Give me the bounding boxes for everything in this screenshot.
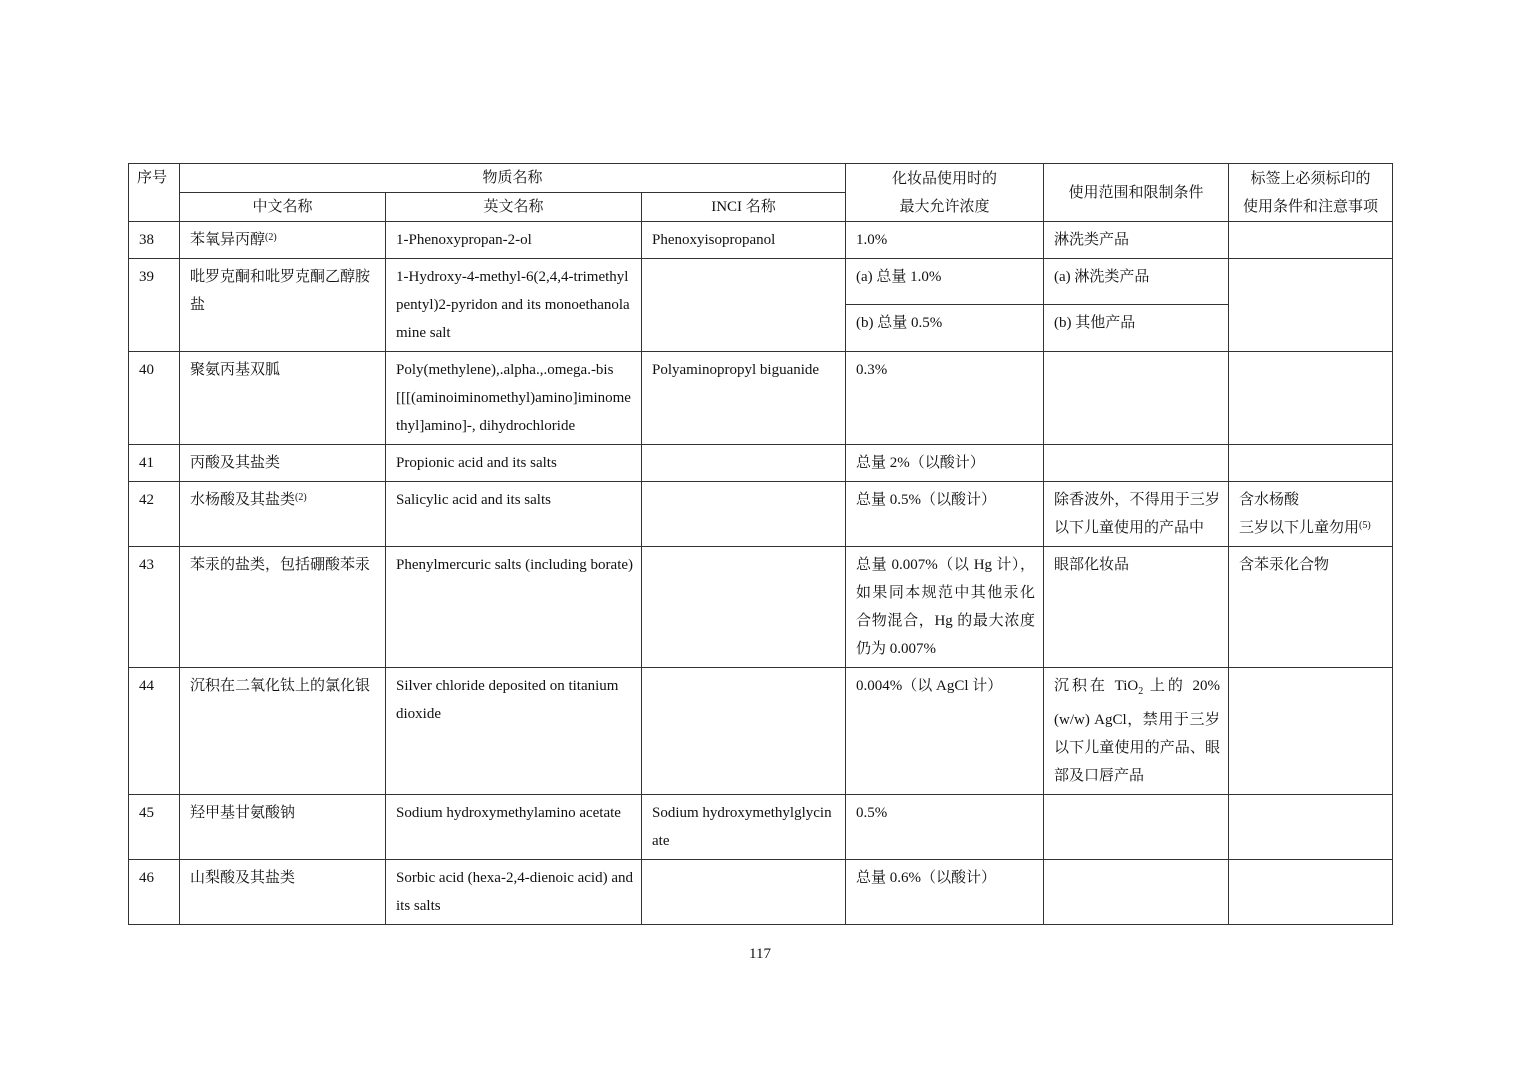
- scope: [1044, 860, 1229, 925]
- max-concentration: [846, 259, 1044, 352]
- header-row-1: [129, 164, 1393, 193]
- label-conditions: [1229, 795, 1393, 860]
- scope: 淋洗类产品: [1044, 222, 1229, 259]
- footnote-ref: (2): [295, 492, 307, 503]
- inci-name: [642, 259, 846, 352]
- label-conditions: [1229, 222, 1393, 259]
- table-row: [129, 482, 1393, 547]
- inci-name: [642, 482, 846, 547]
- header-label-conditions: [1229, 164, 1393, 222]
- header-label-line2: 使用条件和注意事项: [1243, 198, 1379, 215]
- scope: 眼部化妆品: [1044, 547, 1229, 668]
- inci-name: Polyaminopropyl biguanide: [642, 352, 846, 445]
- scope: [1044, 668, 1229, 795]
- header-en-name: 英文名称: [386, 193, 642, 222]
- row-number: 38: [129, 222, 180, 259]
- table-row: [129, 259, 1393, 352]
- scope: 除香波外，不得用于三岁以下儿童使用的产品中: [1044, 482, 1229, 547]
- label-conditions: [1229, 259, 1393, 352]
- header-substance-name: 物质名称: [180, 164, 846, 193]
- header-label-line1: 标签上必须标印的: [1250, 170, 1371, 187]
- substance-table: [128, 163, 1393, 925]
- header-max-conc-line1: 化妆品使用时的: [892, 170, 998, 187]
- scope-text-pre: 沉积在 TiO: [1054, 678, 1139, 694]
- label-conditions: [1229, 860, 1393, 925]
- table-row: [129, 795, 1393, 860]
- scope: [1044, 795, 1229, 860]
- max-concentration: 1.0%: [846, 222, 1044, 259]
- header-scope: 使用范围和限制条件: [1044, 164, 1229, 222]
- max-concentration: 0.3%: [846, 352, 1044, 445]
- max-concentration: 总量 2%（以酸计）: [846, 445, 1044, 482]
- row-number: 41: [129, 445, 180, 482]
- max-concentration: 总量 0.5%（以酸计）: [846, 482, 1044, 547]
- inci-name: [642, 860, 846, 925]
- label-line2: 三岁以下儿童勿用: [1239, 520, 1360, 536]
- inci-name: Phenoxyisopropanol: [642, 222, 846, 259]
- max-concentration: 0.004%（以 AgCl 计）: [846, 668, 1044, 795]
- table-row: [129, 222, 1393, 259]
- label-conditions: [1229, 352, 1393, 445]
- row-number: 40: [129, 352, 180, 445]
- table-row: [129, 668, 1393, 795]
- header-max-conc-line2: 最大允许浓度: [899, 198, 990, 215]
- row-number: 39: [129, 259, 180, 352]
- cn-name: 吡罗克酮和吡罗克酮乙醇胺盐: [180, 259, 386, 352]
- row-number: 45: [129, 795, 180, 860]
- row-number: 42: [129, 482, 180, 547]
- cn-name-cell: [180, 482, 386, 547]
- en-name: Sodium hydroxymethylamino acetate: [386, 795, 642, 860]
- header-cn-name: 中文名称: [180, 193, 386, 222]
- footnote-ref: (5): [1359, 520, 1371, 531]
- en-name: Poly(methylene),.alpha.,.omega.-bis[[[(aminoiminomethyl)amino]iminomethyl]amino]-, dihydrochloride: [386, 352, 642, 445]
- header-max-concentration: [846, 164, 1044, 222]
- scope-a: (a) 淋洗类产品: [1044, 259, 1228, 305]
- cn-name: 沉积在二氧化钛上的氯化银: [180, 668, 386, 795]
- table-row: [129, 352, 1393, 445]
- header-seq: 序号: [129, 164, 180, 222]
- inci-name: [642, 668, 846, 795]
- label-conditions: [1229, 482, 1393, 547]
- cn-name: 苯氧异丙醇: [190, 232, 266, 248]
- row-number: 43: [129, 547, 180, 668]
- row-number: 46: [129, 860, 180, 925]
- en-name: 1-Hydroxy-4-methyl-6(2,4,4-trimethylpentyl)2-pyridon and its monoethanolamine salt: [386, 259, 642, 352]
- max-concentration: 总量 0.007%（以 Hg 计），如果同本规范中其他汞化合物混合，Hg 的最大浓度仍为 0.007%: [846, 547, 1044, 668]
- scope: [1044, 445, 1229, 482]
- table-row: [129, 547, 1393, 668]
- max-concentration: 总量 0.6%（以酸计）: [846, 860, 1044, 925]
- inci-name: [642, 445, 846, 482]
- en-name: Propionic acid and its salts: [386, 445, 642, 482]
- scope-b: (b) 其他产品: [1054, 315, 1136, 331]
- en-name: Silver chloride deposited on titanium dioxide: [386, 668, 642, 795]
- table-row: [129, 860, 1393, 925]
- label-conditions: [1229, 668, 1393, 795]
- label-line1: 含水杨酸: [1239, 492, 1300, 508]
- subscript: 2: [1138, 686, 1144, 697]
- en-name: Phenylmercuric salts (including borate): [386, 547, 642, 668]
- header-inci-name: INCI 名称: [642, 193, 846, 222]
- en-name: 1-Phenoxypropan-2-ol: [386, 222, 642, 259]
- cn-name: 苯汞的盐类，包括硼酸苯汞: [180, 547, 386, 668]
- cn-name: 水杨酸及其盐类: [190, 492, 296, 508]
- cn-name-cell: [180, 222, 386, 259]
- label-conditions: 含苯汞化合物: [1229, 547, 1393, 668]
- footnote-ref: (2): [265, 232, 277, 243]
- cn-name: 羟甲基甘氨酸钠: [180, 795, 386, 860]
- concentration-b: (b) 总量 0.5%: [856, 315, 943, 331]
- en-name: Sorbic acid (hexa-2,4-dienoic acid) and its salts: [386, 860, 642, 925]
- cn-name: 丙酸及其盐类: [180, 445, 386, 482]
- label-line2-cell: [1239, 514, 1384, 542]
- concentration-a: (a) 总量 1.0%: [846, 259, 1043, 305]
- scope: [1044, 259, 1229, 352]
- row-number: 44: [129, 668, 180, 795]
- en-name: Salicylic acid and its salts: [386, 482, 642, 547]
- cn-name: 聚氨丙基双胍: [180, 352, 386, 445]
- inci-name: [642, 547, 846, 668]
- table-row: [129, 445, 1393, 482]
- max-concentration: 0.5%: [846, 795, 1044, 860]
- scope-text-post: 上的 20% (w/w) AgCl，禁用于三岁以下儿童使用的产品、眼部及口唇产品: [1054, 678, 1221, 784]
- label-conditions: [1229, 445, 1393, 482]
- scope: [1044, 352, 1229, 445]
- page-number: 117: [749, 946, 771, 962]
- inci-name: Sodium hydroxymethylglycinate: [642, 795, 846, 860]
- cn-name: 山梨酸及其盐类: [180, 860, 386, 925]
